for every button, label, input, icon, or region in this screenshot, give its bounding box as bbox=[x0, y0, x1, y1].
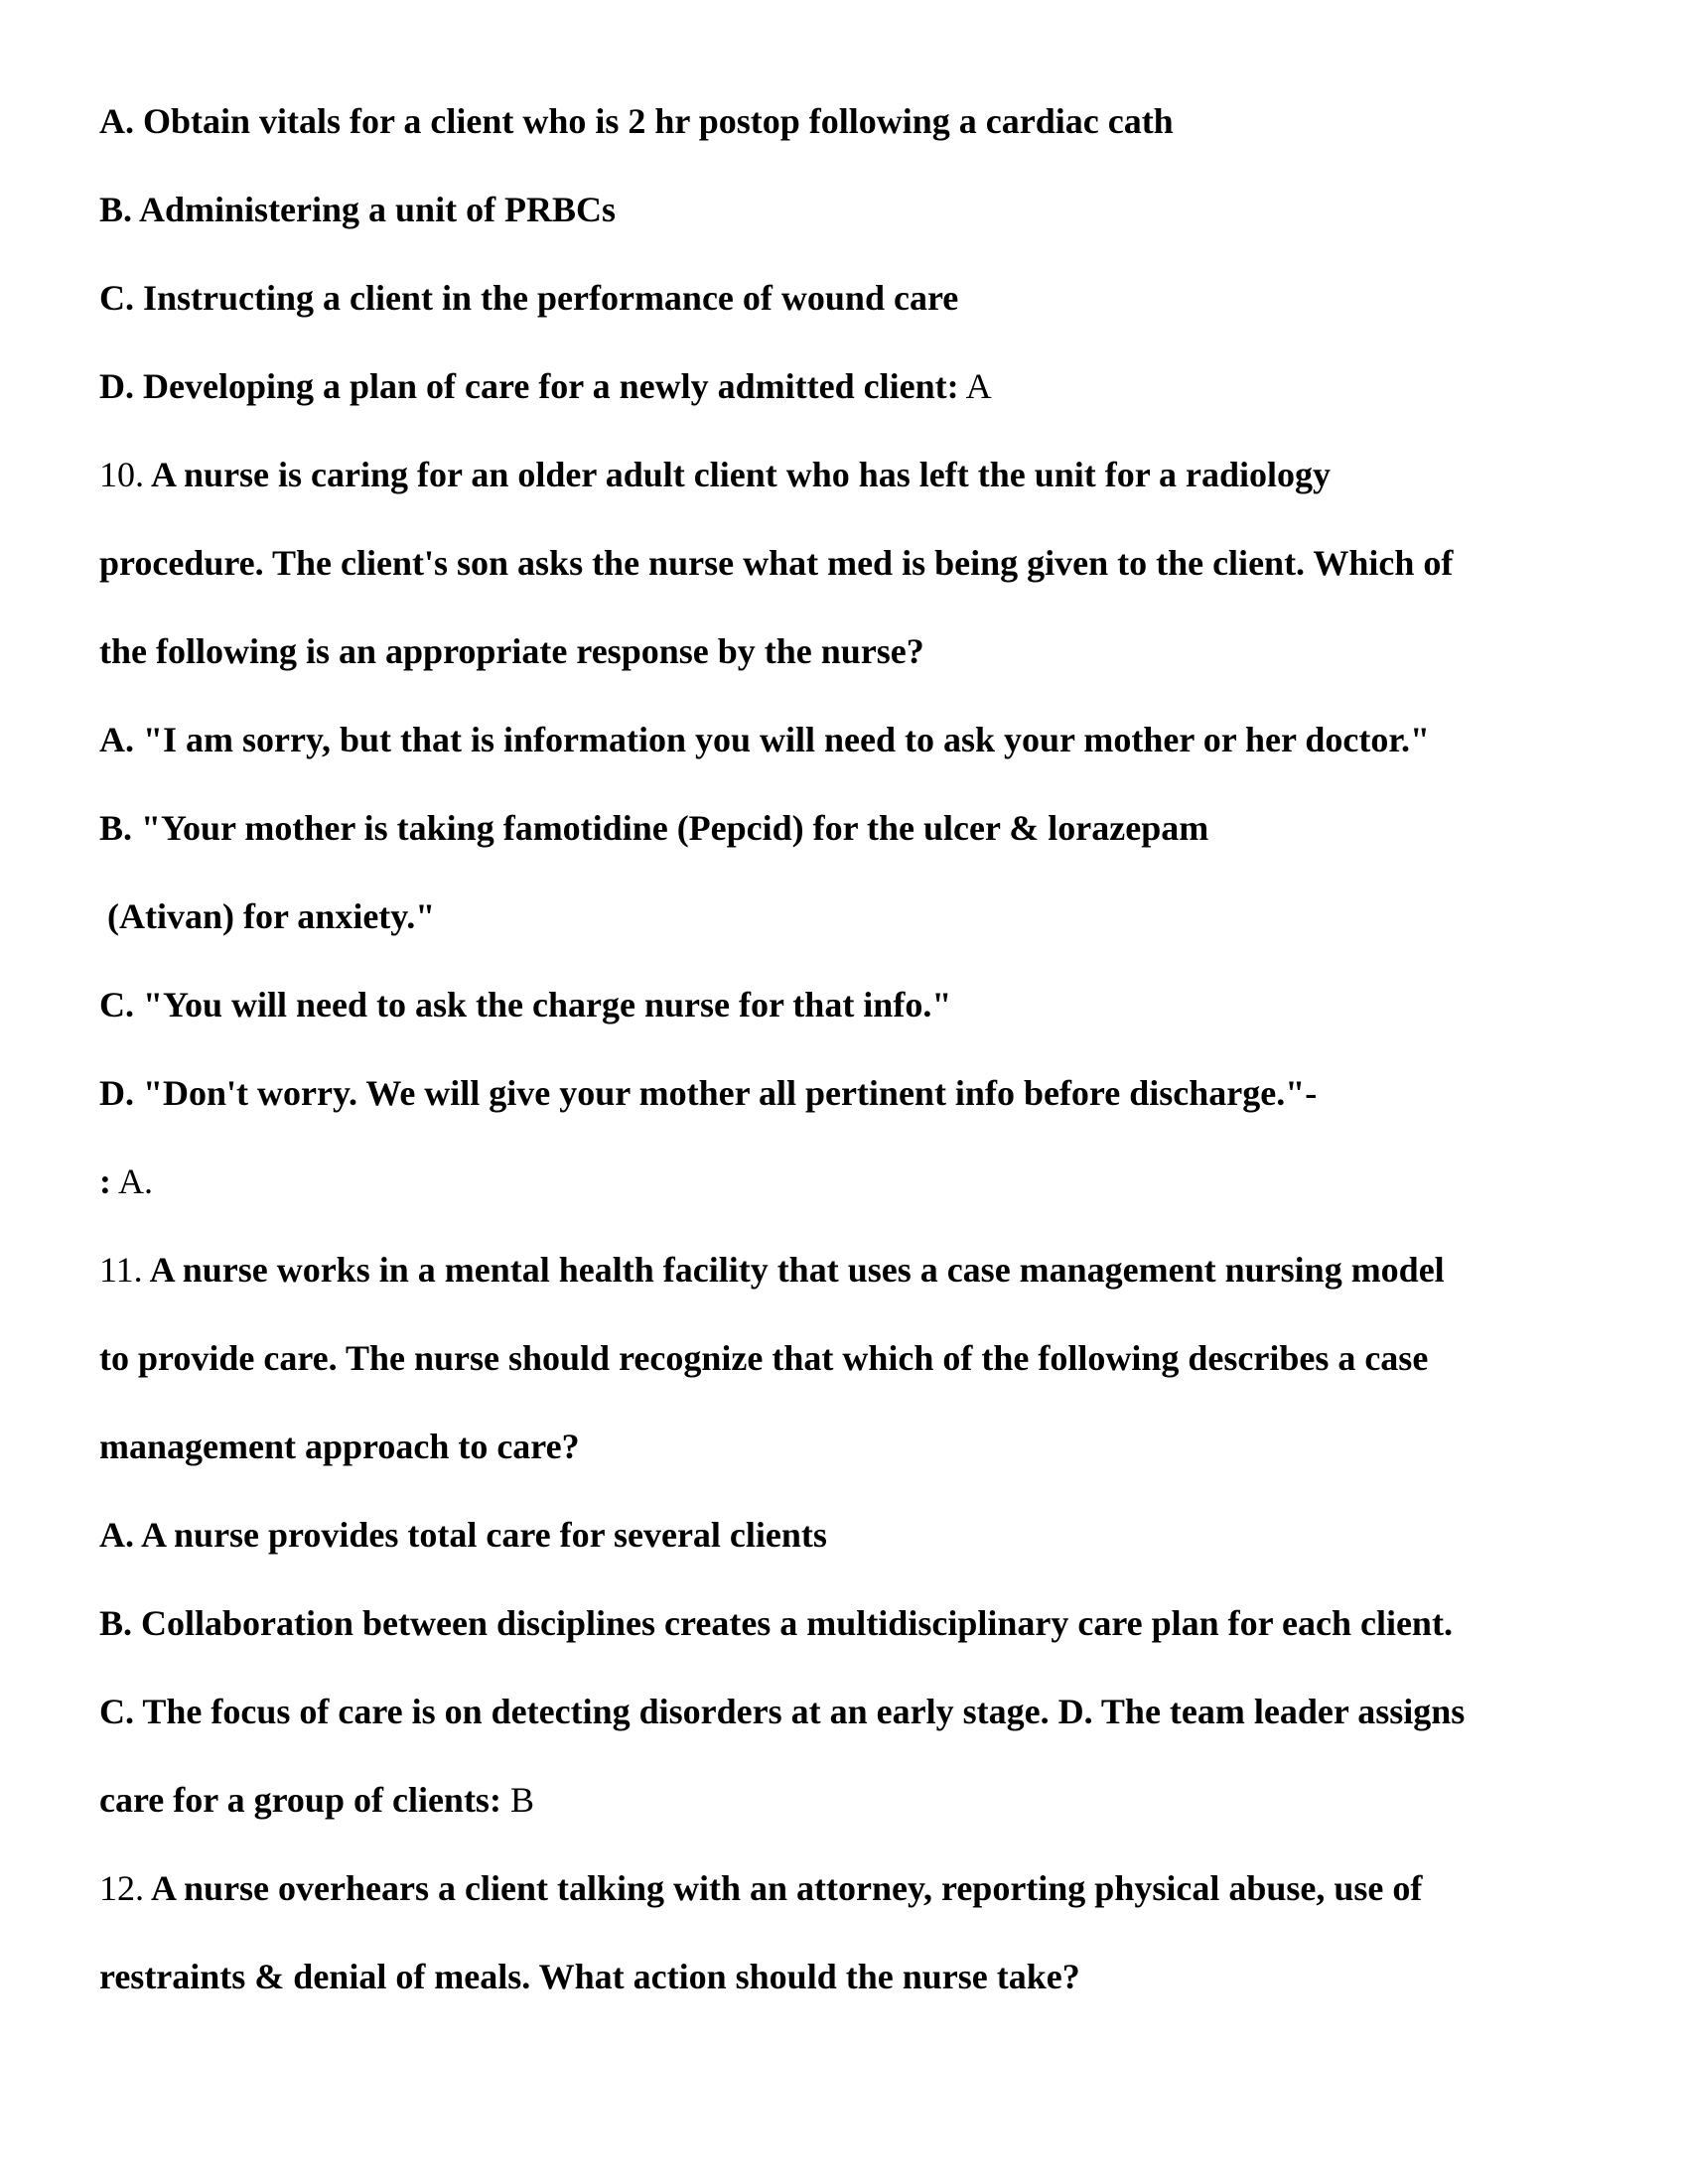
question-text: management approach to care? bbox=[99, 1427, 580, 1466]
option-line bbox=[99, 806, 1208, 850]
question-text: A nurse overhears a client talking with an attorney, reporting physical abuse, use of bbox=[144, 1868, 1423, 1908]
answer-text: A. bbox=[111, 1161, 154, 1201]
option-line bbox=[99, 1513, 827, 1557]
option-line-with-answer bbox=[99, 364, 992, 408]
question-line bbox=[99, 453, 1331, 496]
option-line-with-answer bbox=[99, 1778, 534, 1822]
question-number: 10. bbox=[99, 455, 144, 494]
answer-line bbox=[99, 1160, 153, 1203]
option-line bbox=[99, 718, 1430, 761]
line-text: B. "Your mother is taking famotidine (Pepcid) for the ulcer & lorazepam bbox=[99, 808, 1209, 848]
option-line bbox=[99, 1071, 1317, 1115]
question-number: 11. bbox=[99, 1250, 143, 1290]
option-line bbox=[99, 276, 958, 320]
question-number: 12. bbox=[99, 1868, 144, 1908]
line-text: B. Collaboration between disciplines creates a multidisciplinary care plan for each client. bbox=[99, 1603, 1453, 1643]
line-text: C. Instructing a client in the performance of wound care bbox=[99, 278, 959, 318]
line-text: : bbox=[99, 1161, 111, 1201]
question-text: A nurse works in a mental health facility that uses a case management nursing model bbox=[142, 1250, 1445, 1290]
option-line bbox=[99, 983, 951, 1026]
option-line bbox=[99, 188, 616, 231]
line-text: (Ativan) for anxiety." bbox=[107, 896, 436, 936]
line-text: A. "I am sorry, but that is information you will need to ask your mother or her doctor." bbox=[99, 720, 1430, 759]
line-text: B. Administering a unit of PRBCs bbox=[99, 190, 617, 229]
line-text: C. "You will need to ask the charge nurse for that info." bbox=[99, 985, 952, 1024]
line-text: C. The focus of care is on detecting disorders at an early stage. D. The team leader assigns bbox=[99, 1692, 1466, 1731]
question-line bbox=[99, 1955, 1080, 1998]
question-text: the following is an appropriate response by the nurse? bbox=[99, 631, 924, 671]
question-line bbox=[99, 1425, 580, 1468]
question-line bbox=[99, 1866, 1422, 1910]
line-text: D. Developing a plan of care for a newly admitted client: bbox=[99, 366, 959, 406]
question-text: to provide care. The nurse should recognize that which of the following describes a case bbox=[99, 1338, 1429, 1378]
option-line bbox=[99, 99, 1174, 143]
line-text: A. A nurse provides total care for several clients bbox=[99, 1515, 827, 1555]
question-line bbox=[99, 1336, 1428, 1380]
question-line bbox=[99, 629, 924, 673]
line-text: D. "Don't worry. We will give your mother all pertinent info before discharge."- bbox=[99, 1073, 1318, 1113]
question-line bbox=[99, 1248, 1445, 1292]
answer-text: B bbox=[500, 1780, 534, 1820]
option-line bbox=[107, 894, 435, 938]
question-text: A nurse is caring for an older adult client who has left the unit for a radiology bbox=[144, 455, 1332, 494]
question-line bbox=[99, 541, 1453, 585]
line-text: A. Obtain vitals for a client who is 2 hr postop following a cardiac cath bbox=[99, 101, 1174, 141]
answer-text: A bbox=[958, 366, 992, 406]
line-text: care for a group of clients: bbox=[99, 1780, 501, 1820]
option-line bbox=[99, 1690, 1465, 1733]
option-line bbox=[99, 1601, 1453, 1645]
question-text: restraints & denial of meals. What action should the nurse take? bbox=[99, 1957, 1080, 1996]
question-text: procedure. The client's son asks the nurse what med is being given to the client. Which of bbox=[99, 543, 1454, 583]
